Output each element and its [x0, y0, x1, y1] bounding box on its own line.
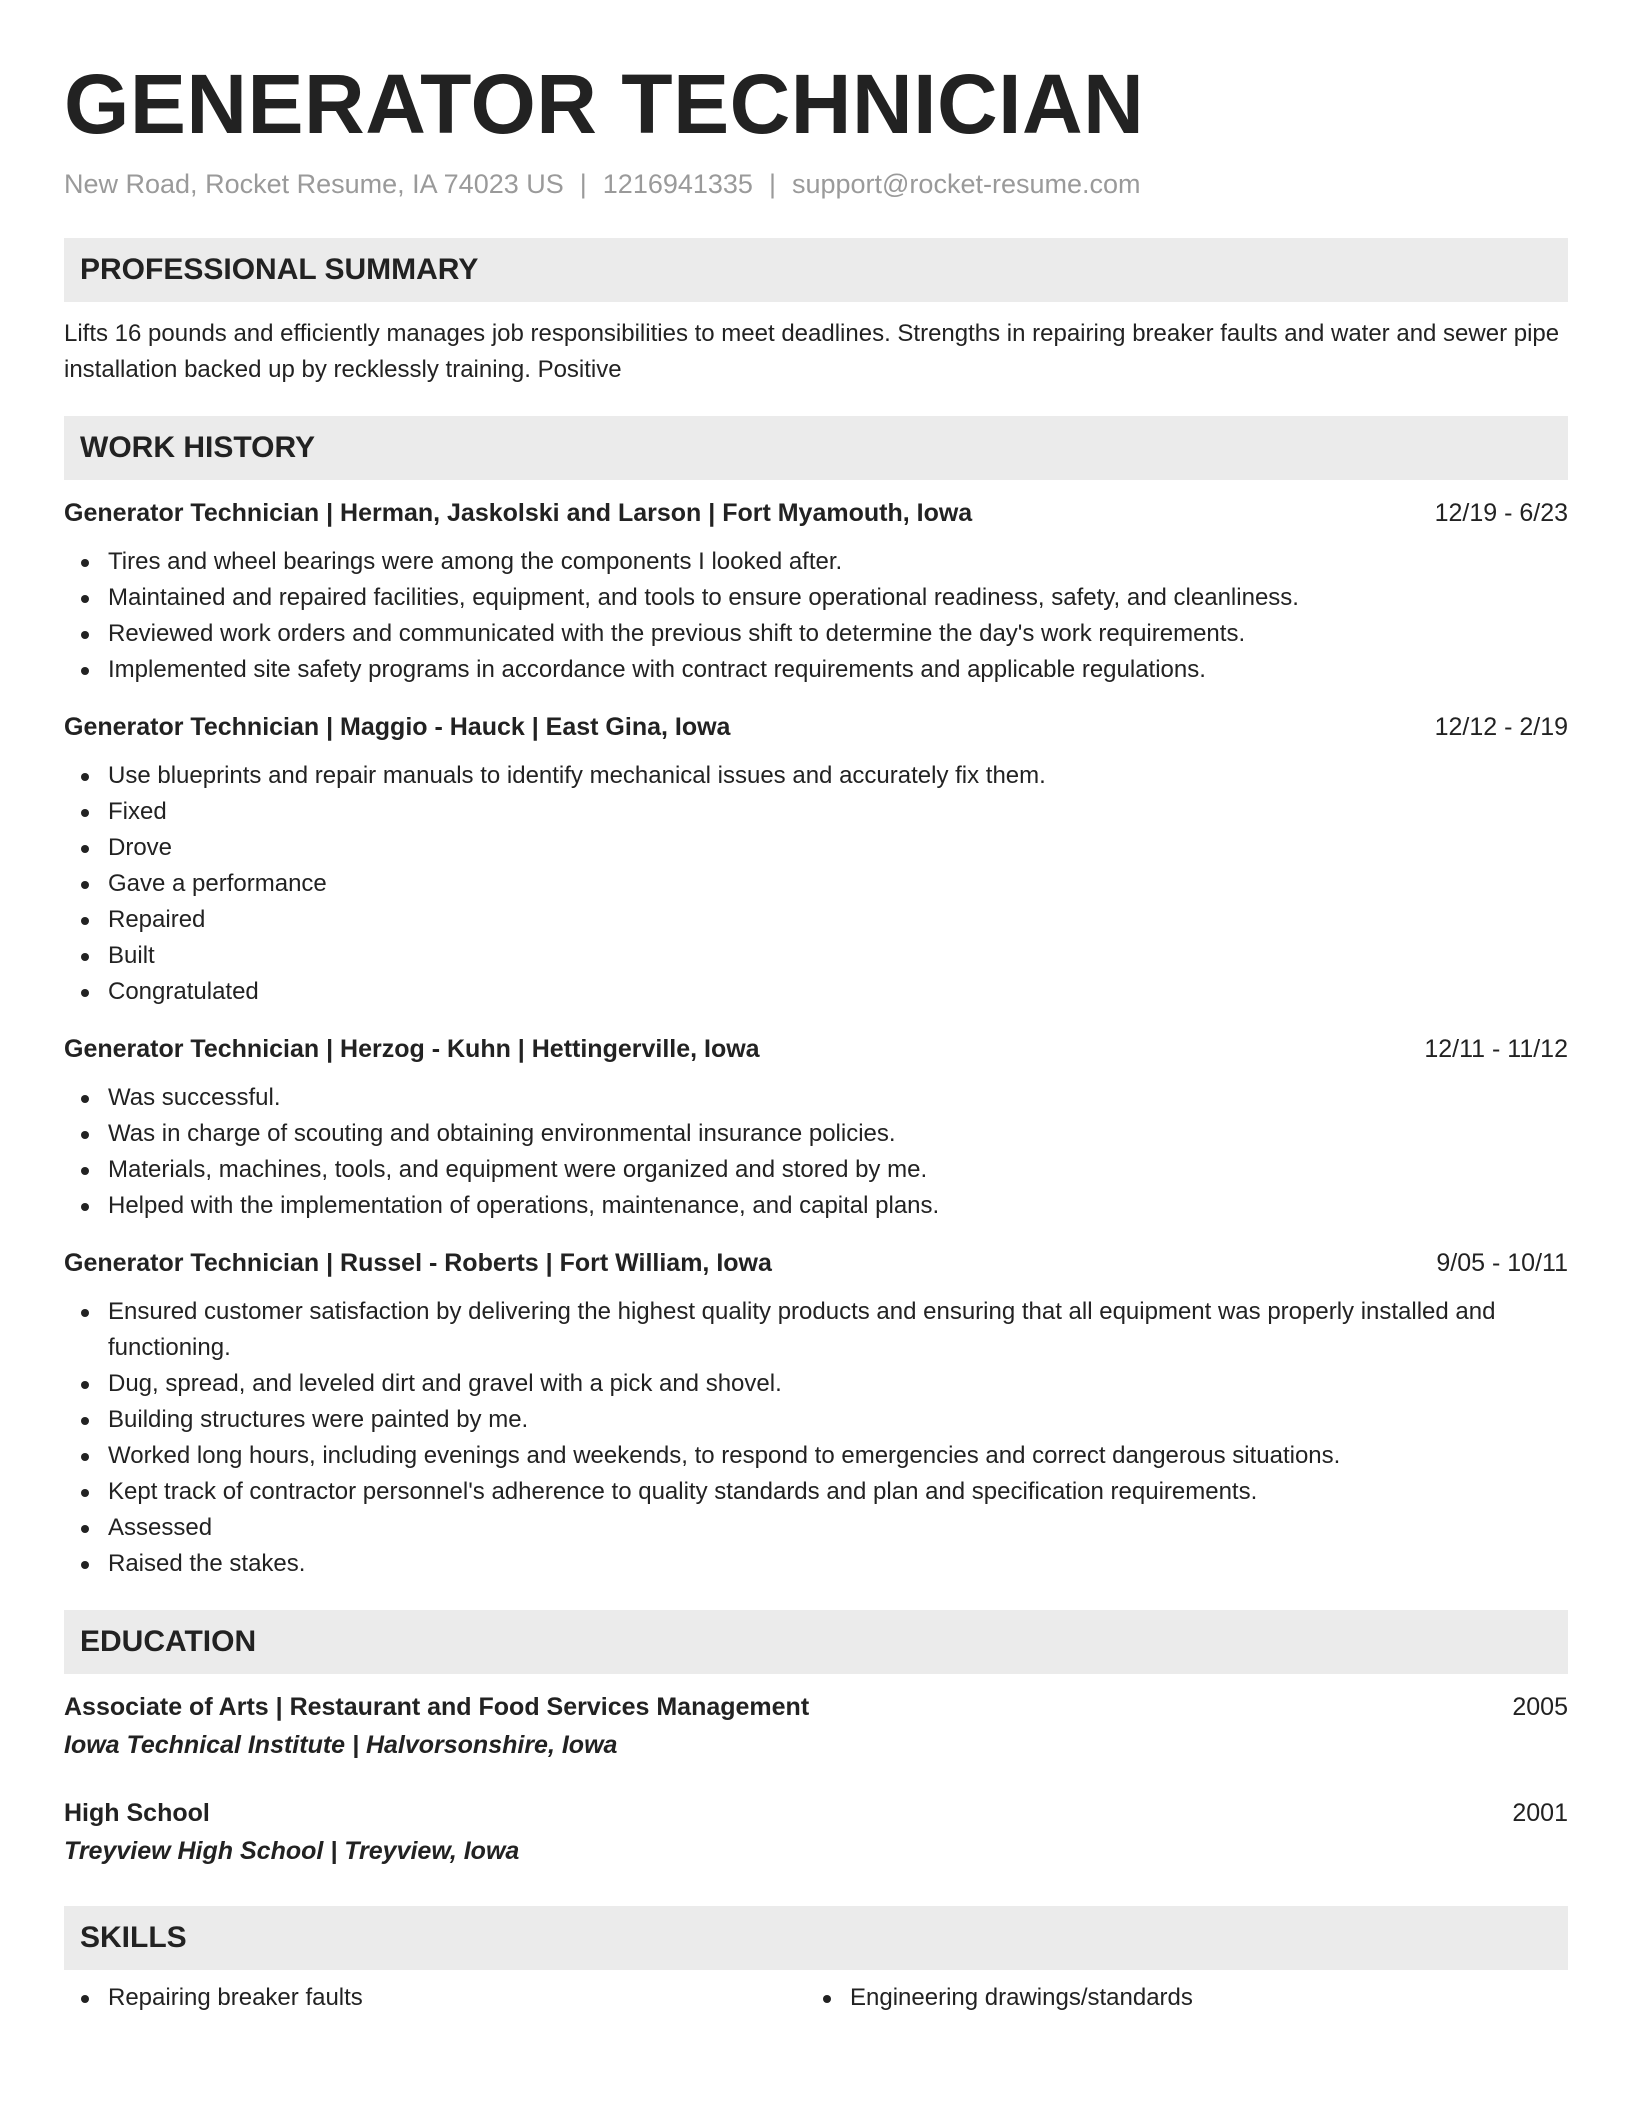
contact-separator: | [768, 169, 776, 199]
job-title: Generator Technician | Maggio - Hauck | East Gina, Iowa [64, 713, 731, 741]
job-entry [64, 1246, 1568, 1582]
list-item: Building structures were painted by me. [64, 1402, 1568, 1438]
list-item: Worked long hours, including evenings and weekends, to respond to emergencies and correct dangerous situations. [64, 1438, 1568, 1474]
summary-text: Lifts 16 pounds and efficiently manages job responsibilities to meet deadlines. Strengths in repairing breaker faults and water and sewer pipe installation backed up by recklessly training. Positive [64, 320, 1560, 383]
list-item: Use blueprints and repair manuals to identify mechanical issues and accurately fix them. [64, 758, 1568, 794]
section-header-summary: PROFESSIONAL SUMMARY [64, 238, 1568, 302]
job-title: Generator Technician | Herzog - Kuhn | Hettingerville, Iowa [64, 1035, 760, 1063]
list-item: Was in charge of scouting and obtaining environmental insurance policies. [64, 1116, 1568, 1152]
education-header [64, 1796, 1568, 1830]
contact-phone: 1216941335 [602, 169, 753, 199]
job-dates: 12/11 - 11/12 [1424, 1035, 1568, 1063]
section-header-skills: SKILLS [64, 1906, 1568, 1970]
job-bullets [64, 758, 1568, 1010]
list-item: Dug, spread, and leveled dirt and gravel with a pick and shovel. [64, 1366, 1568, 1402]
job-title: Generator Technician | Herman, Jaskolski and Larson | Fort Myamouth, Iowa [64, 499, 973, 527]
list-item: Reviewed work orders and communicated with the previous shift to determine the day's work requirements. [64, 616, 1568, 652]
list-item: Maintained and repaired facilities, equipment, and tools to ensure operational readiness, safety, and cleanliness. [64, 580, 1568, 616]
job-bullets [64, 1294, 1568, 1582]
job-dates: 9/05 - 10/11 [1436, 1249, 1568, 1277]
list-item: Drove [64, 830, 1568, 866]
list-item: Assessed [64, 1510, 1568, 1546]
job-header [64, 1032, 1568, 1066]
skills-column-right [806, 1980, 1548, 2016]
list-item: Fixed [64, 794, 1568, 830]
section-header-work-history: WORK HISTORY [64, 416, 1568, 480]
list-item: Was successful. [64, 1080, 1568, 1116]
list-item: Materials, machines, tools, and equipment were organized and stored by me. [64, 1152, 1568, 1188]
skill-item: Engineering drawings/standards [806, 1980, 1548, 2016]
job-title: Generator Technician | Russel - Roberts | Fort William, Iowa [64, 1249, 772, 1277]
education-header [64, 1690, 1568, 1724]
job-bullets [64, 544, 1568, 688]
job-dates: 12/19 - 6/23 [1434, 499, 1568, 527]
skill-item: Repairing breaker faults [64, 1980, 806, 2016]
list-item: Ensured customer satisfaction by delivering the highest quality products and ensuring that all equipment was properly installed and functioning. [64, 1294, 1568, 1366]
education-entry [64, 1690, 1568, 1762]
list-item: Built [64, 938, 1568, 974]
education-year: 2001 [1512, 1799, 1568, 1827]
education-school: Iowa Technical Institute | Halvorsonshire, Iowa [64, 1731, 618, 1759]
contact-line [64, 168, 1568, 200]
list-item: Gave a performance [64, 866, 1568, 902]
education-degree: Associate of Arts | Restaurant and Food Services Management [64, 1693, 810, 1721]
list-item: Repaired [64, 902, 1568, 938]
contact-email: support@rocket-resume.com [791, 169, 1141, 199]
list-item: Kept track of contractor personnel's adherence to quality standards and plan and specification requirements. [64, 1474, 1568, 1510]
skills-column-left [64, 1980, 806, 2016]
education-year: 2005 [1512, 1693, 1568, 1721]
skills-grid [64, 1980, 1568, 2016]
contact-address: New Road, Rocket Resume, IA 74023 US [64, 169, 564, 199]
job-entry [64, 710, 1568, 1010]
job-header [64, 1246, 1568, 1280]
list-item: Tires and wheel bearings were among the components I looked after. [64, 544, 1568, 580]
section-header-education: EDUCATION [64, 1610, 1568, 1674]
list-item: Raised the stakes. [64, 1546, 1568, 1582]
candidate-name: GENERATOR TECHNICIAN [64, 57, 1145, 151]
job-dates: 12/12 - 2/19 [1434, 713, 1568, 741]
list-item: Implemented site safety programs in accordance with contract requirements and applicable regulations. [64, 652, 1568, 688]
job-entry [64, 496, 1568, 688]
job-header [64, 496, 1568, 530]
job-entry [64, 1032, 1568, 1224]
education-entry [64, 1796, 1568, 1868]
resume-page [64, 0, 1568, 2016]
contact-separator: | [579, 169, 587, 199]
job-bullets [64, 1080, 1568, 1224]
education-degree: High School [64, 1799, 210, 1827]
education-school: Treyview High School | Treyview, Iowa [64, 1837, 520, 1865]
skills-list [64, 1980, 806, 2016]
job-header [64, 710, 1568, 744]
list-item: Helped with the implementation of operations, maintenance, and capital plans. [64, 1188, 1568, 1224]
skills-list [806, 1980, 1548, 2016]
list-item: Congratulated [64, 974, 1568, 1010]
